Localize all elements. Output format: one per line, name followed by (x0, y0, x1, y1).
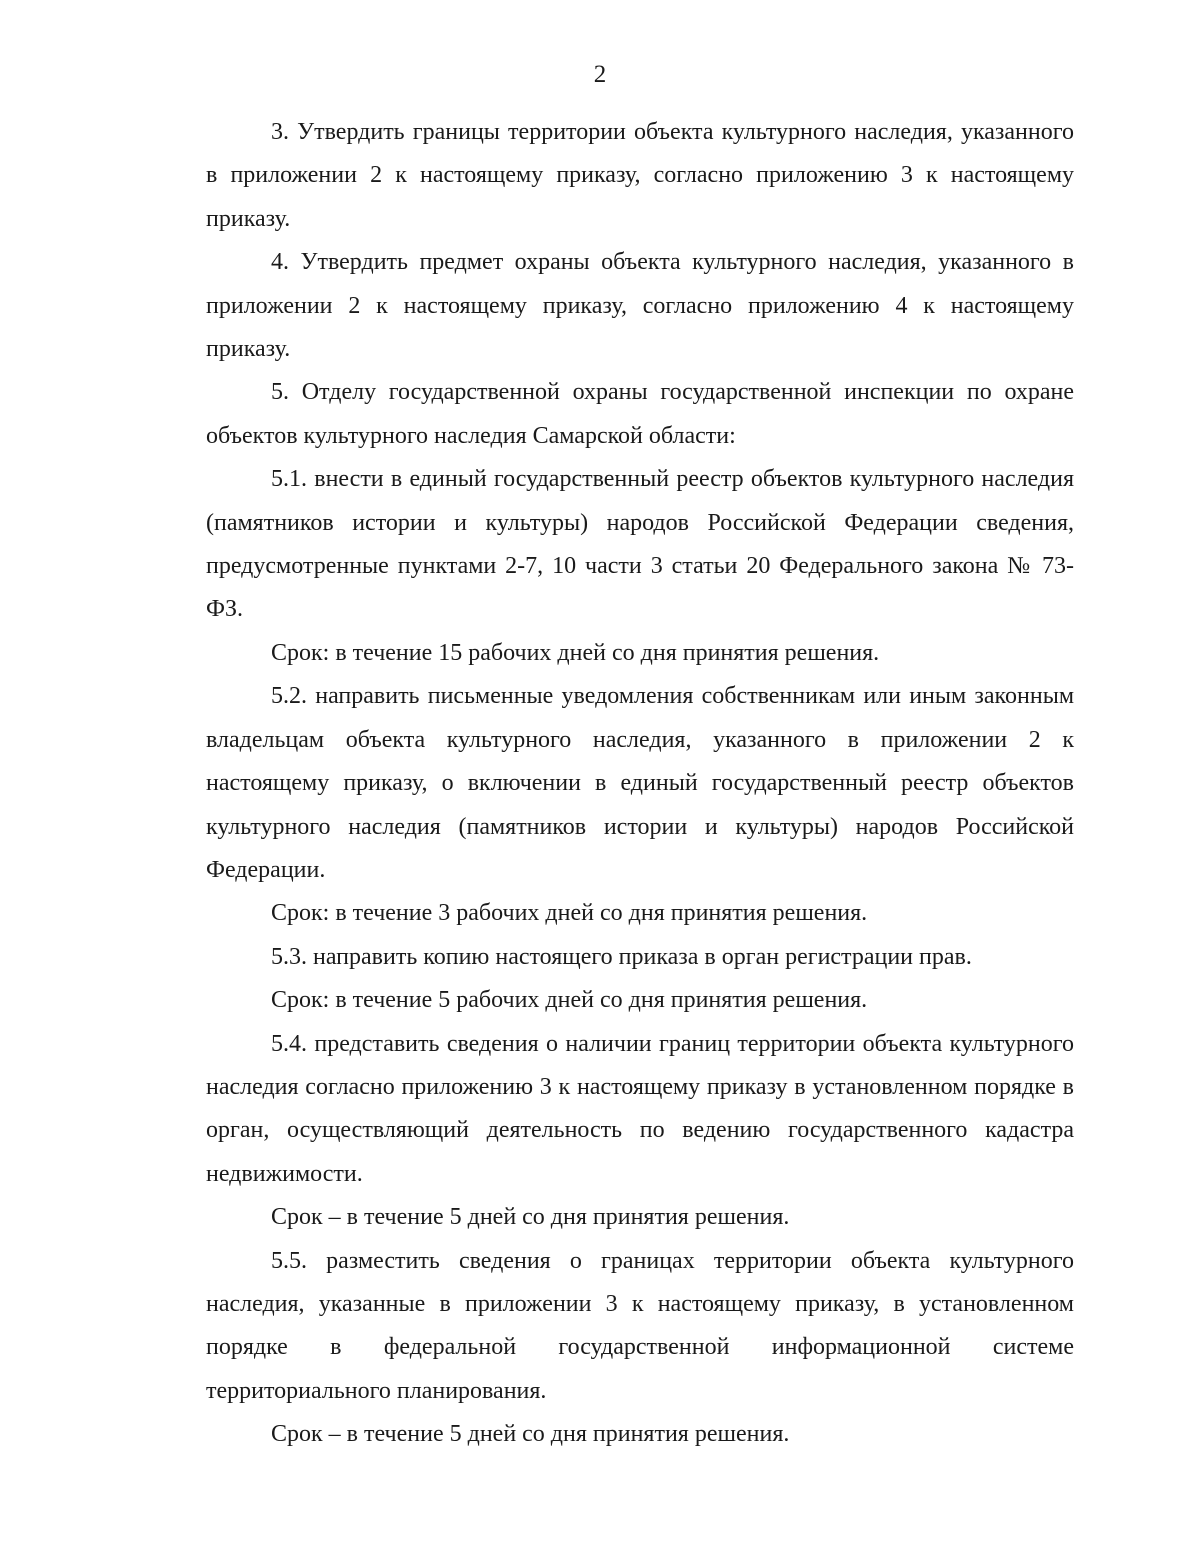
paragraph-item-5-2: 5.2. направить письменные уведомления собственникам или иным законным владельцам объекта культурного наследия, указанного в приложении 2 к настоящему приказу, о включении в единый государственный реестр объектов культурного наследия (памятников истории и культуры) народов Российской Федерации. (206, 683, 1074, 883)
paragraph-item-5-1: 5.1. внести в единый государственный реестр объектов культурного наследия (памятников истории и культуры) народов Российской Федерации сведения, предусмотренные пунктами 2-7, 10 части 3 статьи 20 Федерального закона № 73-ФЗ. (206, 466, 1074, 623)
paragraph-item-5-3: 5.3. направить копию настоящего приказа в орган регистрации прав. (271, 943, 972, 970)
paragraph-item-4: 4. Утвердить предмет охраны объекта культурного наследия, указанного в приложении 2 к настоящему приказу, согласно приложению 4 к настоящему приказу. (206, 249, 1074, 363)
deadline-5-3: Срок: в течение 5 рабочих дней со дня принятия решения. (271, 987, 868, 1014)
deadline-5-1: Срок: в течение 15 рабочих дней со дня принятия решения. (271, 639, 880, 666)
page-number: 2 (593, 61, 607, 88)
paragraph-item-3: 3. Утвердить границы территории объекта культурного наследия, указанного в приложении 2 к настоящему приказу, согласно приложению 3 к настоящему приказу. (206, 119, 1074, 232)
paragraph-item-5: 5. Отделу государственной охраны государственной инспекции по охране объектов культурного наследия Самарской области: (206, 379, 1074, 449)
deadline-5-4: Срок – в течение 5 дней со дня принятия решения. (271, 1204, 790, 1231)
document-body (206, 111, 1074, 1457)
deadline-5-5: Срок – в течение 5 дней со дня принятия решения. (271, 1421, 790, 1448)
paragraph-item-5-4: 5.4. представить сведения о наличии границ территории объекта культурного наследия согласно приложению 3 к настоящему приказу в установленном порядке в орган, осуществляющий деятельность по ведению государственного кадастра недвижимости. (206, 1030, 1074, 1187)
paragraph-item-5-5: 5.5. разместить сведения о границах территории объекта культурного наследия, указанные в приложении 3 к настоящему приказу, в установленном порядке в федеральной государственной информационной системе территориального планирования. (206, 1247, 1074, 1404)
deadline-5-2: Срок: в течение 3 рабочих дней со дня принятия решения. (271, 900, 868, 927)
